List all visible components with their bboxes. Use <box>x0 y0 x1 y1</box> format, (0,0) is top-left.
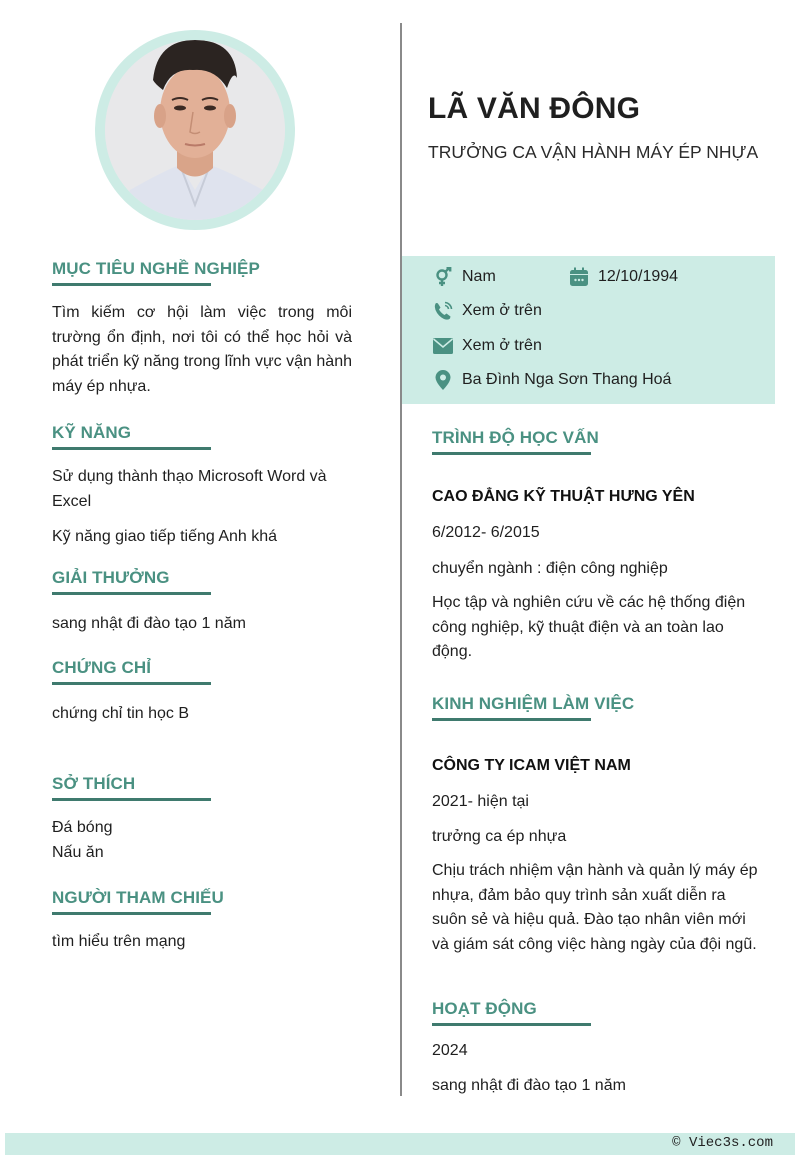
section-underline <box>52 912 211 915</box>
email-value: Xem ở trên <box>462 337 542 354</box>
address-value: Ba Đình Nga Sơn Thang Hoá <box>462 371 672 388</box>
section-underline <box>52 283 211 286</box>
section-title: TRÌNH ĐỘ HỌC VẤN <box>432 428 599 447</box>
section-title: KINH NGHIỆM LÀM VIỆC <box>432 694 635 713</box>
envelope-icon <box>432 335 454 357</box>
contact-email <box>432 335 542 357</box>
gender-icon <box>432 266 454 288</box>
education-major: chuyển ngành : điện công nghiệp <box>432 559 668 577</box>
contact-address <box>432 369 671 391</box>
avatar-photo <box>105 40 285 220</box>
section-education <box>432 427 762 665</box>
section-underline <box>52 447 211 450</box>
section-skills <box>52 422 352 550</box>
phone-value: Xem ở trên <box>462 302 542 319</box>
section-underline <box>52 798 211 801</box>
education-period: 6/2012- 6/2015 <box>432 524 540 541</box>
company-name: CÔNG TY ICAM VIỆT NAM <box>432 757 631 774</box>
footer-bar <box>5 1133 795 1155</box>
section-title: GIẢI THƯỞNG <box>52 568 170 587</box>
contact-birthdate <box>568 266 678 288</box>
section-underline <box>432 1023 591 1026</box>
award-item: sang nhật đi đào tạo 1 năm <box>52 615 246 632</box>
birthdate-value: 12/10/1994 <box>598 268 679 285</box>
candidate-title: TRƯỞNG CA VẬN HÀNH MÁY ÉP NHỰA <box>428 142 759 162</box>
school-name: CAO ĐẲNG KỸ THUẬT HƯNG YÊN <box>432 488 695 505</box>
location-pin-icon <box>432 369 454 391</box>
skill-item: Sử dụng thành thạo Microsoft Word và Excel <box>52 468 327 510</box>
footer-copyright: © Viec3s.com <box>672 1135 773 1151</box>
hobby-item: Nấu ăn <box>52 843 104 861</box>
section-certificates <box>52 657 352 727</box>
section-title: SỞ THÍCH <box>52 774 136 793</box>
gender-value: Nam <box>462 268 496 285</box>
section-title: MỤC TIÊU NGHỀ NGHIỆP <box>52 259 260 278</box>
section-title: KỸ NĂNG <box>52 423 132 442</box>
section-references <box>52 887 352 955</box>
certificate-item: chứng chỉ tin học B <box>52 705 190 722</box>
activity-description: sang nhật đi đào tạo 1 năm <box>432 1076 626 1094</box>
section-awards <box>52 567 352 637</box>
column-divider <box>400 23 402 1096</box>
avatar-ring <box>95 30 295 230</box>
contact-phone <box>432 300 542 322</box>
section-hobbies <box>52 773 352 865</box>
section-title: CHỨNG CHỈ <box>52 658 152 677</box>
experience-description: Chịu trách nhiệm vận hành và quản lý máy ép nhựa, đảm bảo quy trình sản xuất diễn ra suôn sẻ và hiệu quả. Đào tạo nhân viên mới và giám sát công việc hàng ngày của đội ngũ. <box>432 862 758 953</box>
reference-item: tìm hiểu trên mạng <box>52 933 186 950</box>
skill-item: Kỹ năng giao tiếp tiếng Anh khá <box>52 528 278 545</box>
candidate-name: LÃ VĂN ĐÔNG <box>428 92 641 125</box>
section-underline <box>432 452 591 455</box>
contact-gender <box>432 266 496 288</box>
section-underline <box>432 718 591 721</box>
section-activities <box>432 998 762 1098</box>
objective-text: Tìm kiếm cơ hội làm việc trong môi trường ổn định, nơi tôi có thể học hỏi và phát triển kỹ năng trong lĩnh vực vận hành máy ép nhựa. <box>52 304 352 395</box>
hobby-item: Đá bóng <box>52 819 113 836</box>
education-description: Học tập và nghiên cứu về các hệ thống điện công nghiệp, kỹ thuật điện và an toàn lao động. <box>432 594 746 660</box>
section-title: NGƯỜI THAM CHIẾU <box>52 888 224 907</box>
section-underline <box>52 682 211 685</box>
avatar <box>105 40 285 220</box>
section-experience <box>432 693 762 957</box>
activity-year: 2024 <box>432 1042 468 1059</box>
calendar-icon <box>568 266 590 288</box>
contact-panel <box>402 256 775 404</box>
section-underline <box>52 592 211 595</box>
phone-icon <box>432 300 454 322</box>
experience-period: 2021- hiện tại <box>432 793 529 810</box>
experience-position: trưởng ca ép nhựa <box>432 827 567 845</box>
section-title: HOẠT ĐỘNG <box>432 999 537 1018</box>
section-objective <box>52 258 352 399</box>
